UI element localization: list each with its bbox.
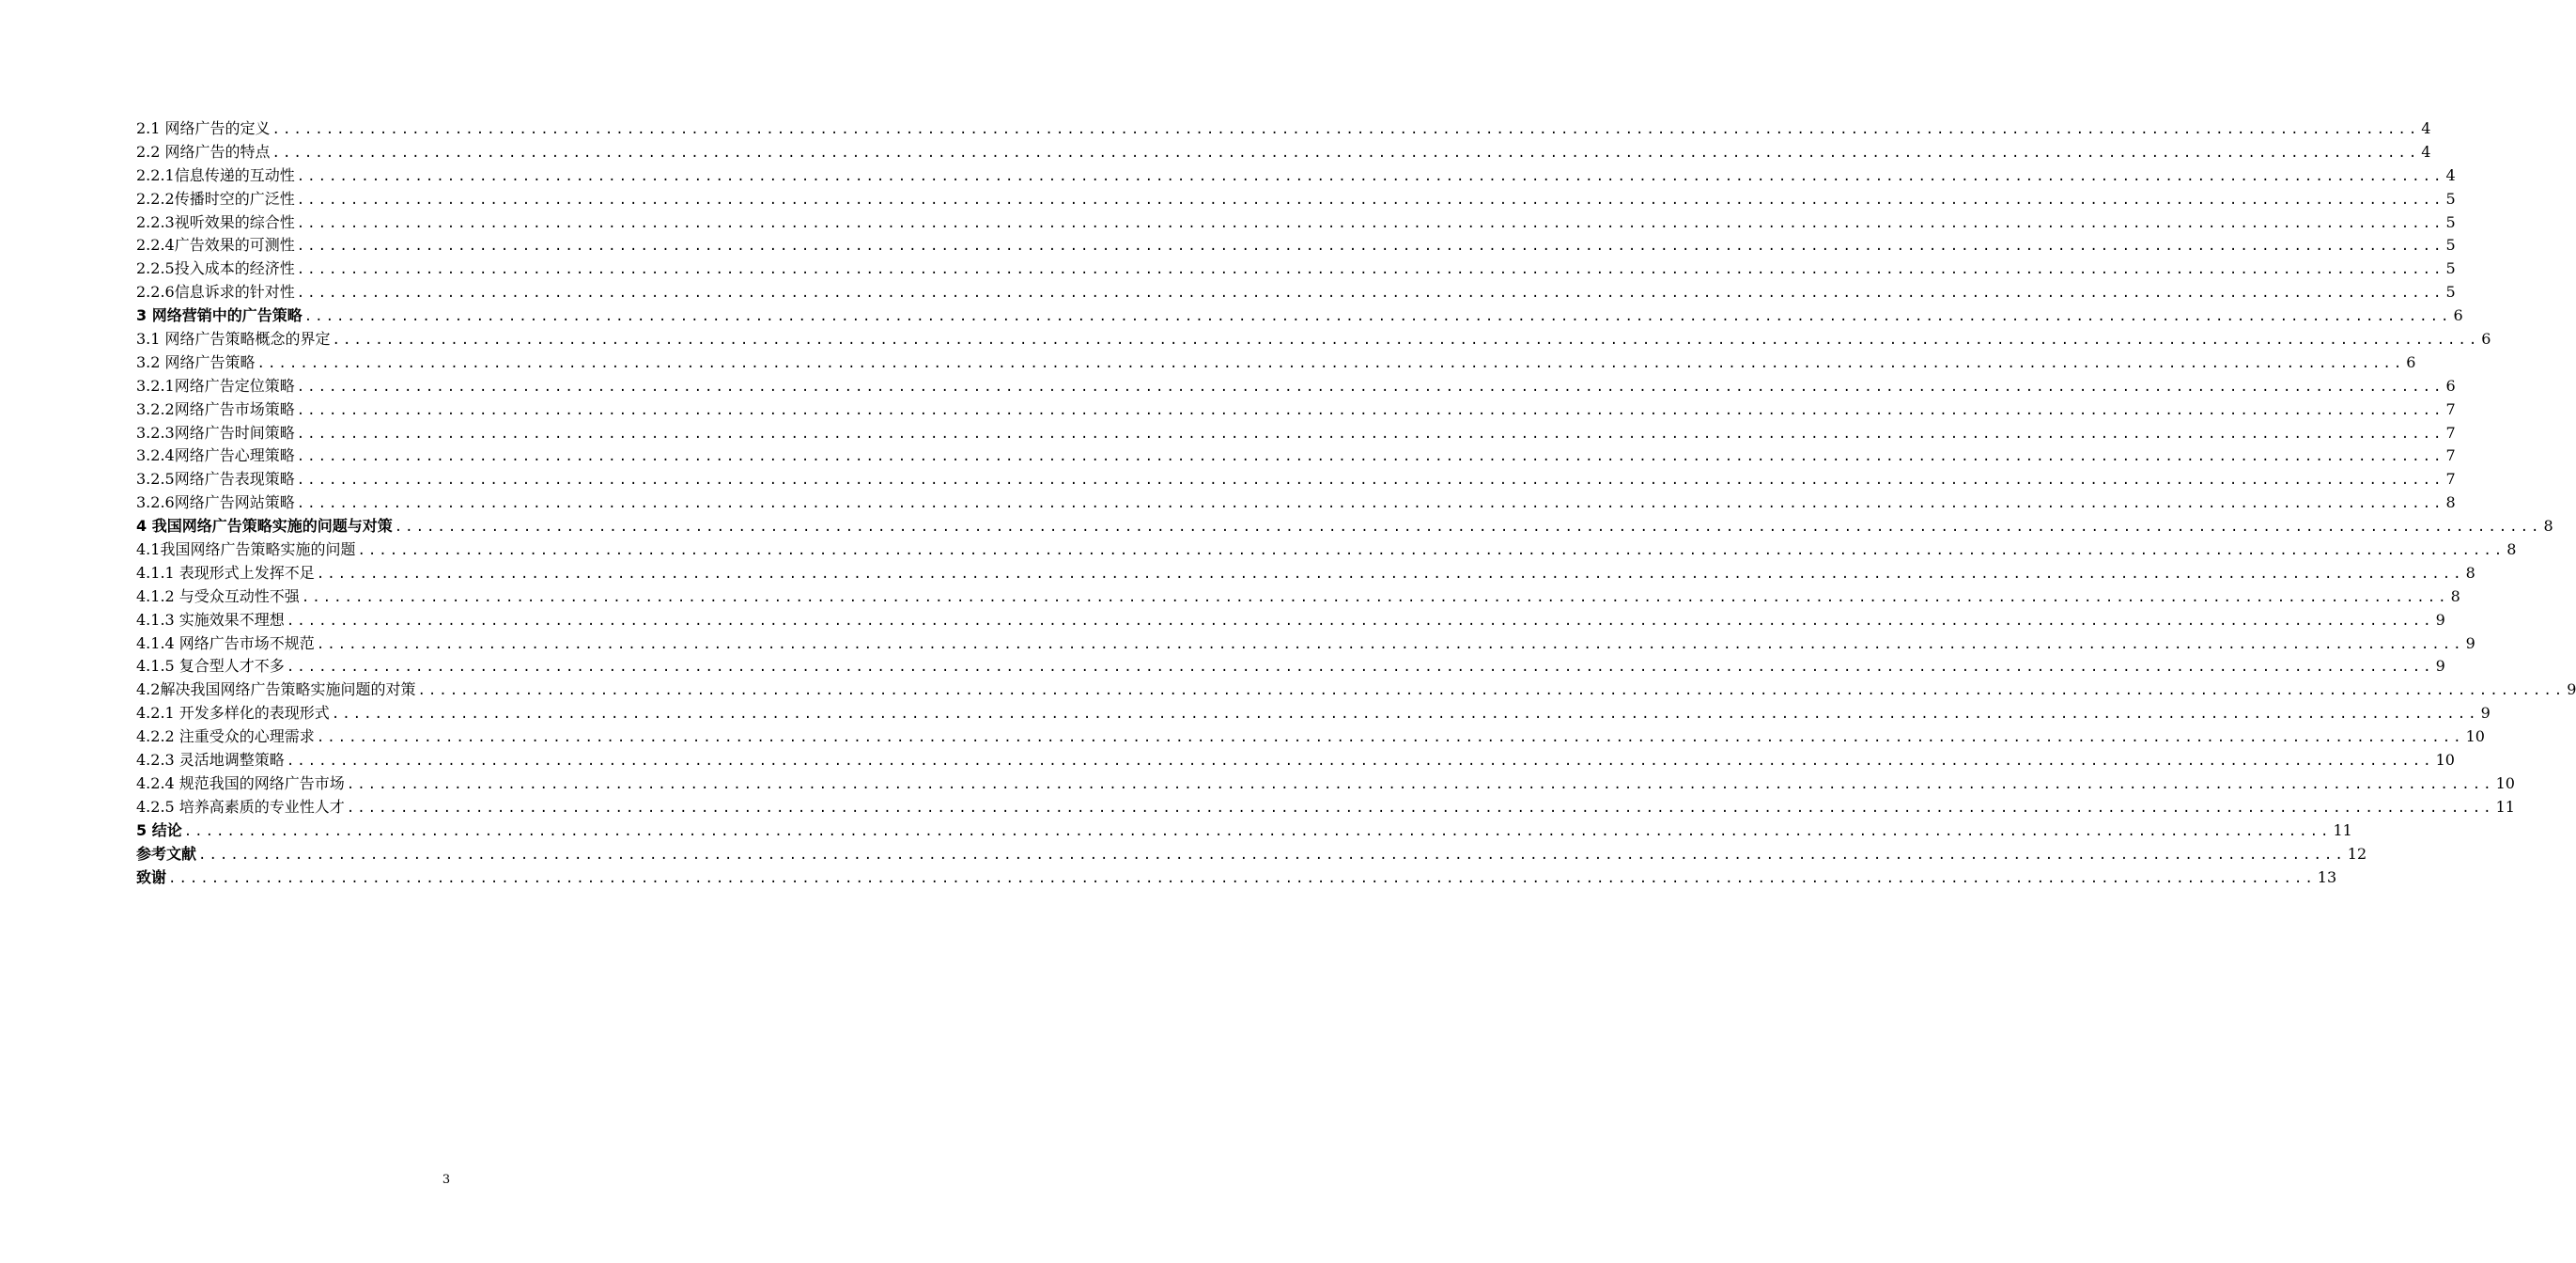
toc-entry-page: 6: [2406, 352, 2416, 371]
toc-entry-title: 3.2.3网络广告时间策略: [136, 423, 295, 442]
toc-entry[interactable]: [136, 304, 2463, 328]
toc-dot-leader: ........................................................................................................................................................................................................: [296, 496, 2444, 512]
toc-entry[interactable]: [136, 141, 2431, 164]
toc-entry-page: 5: [2445, 236, 2456, 255]
toc-entry-page: 9: [2480, 704, 2491, 723]
toc-entry-title: 2.2.6信息诉求的针对性: [136, 283, 295, 302]
toc-entry[interactable]: [136, 164, 2456, 188]
toc-dot-leader: ........................................................................................................................................................................................................: [303, 309, 2452, 325]
toc-entry-title: 4.2.2 注重受众的心理需求: [136, 727, 315, 746]
toc-entry-page: 9: [2465, 633, 2475, 652]
toc-entry-title: 2.2 网络广告的特点: [136, 142, 271, 161]
toc-entry-title: 2.2.4广告效果的可测性: [136, 236, 295, 255]
toc-dot-leader: ........................................................................................................................................................................................................: [183, 823, 2332, 839]
toc-entry[interactable]: [136, 655, 2445, 678]
toc-entry-page: 10: [2465, 727, 2485, 746]
toc-entry[interactable]: [136, 211, 2456, 235]
toc-entry[interactable]: [136, 819, 2352, 843]
toc-dot-leader: ........................................................................................................................................................................................................: [256, 355, 2405, 371]
toc-entry-title: 3.2.2网络广告市场策略: [136, 399, 295, 418]
toc-entry-page: 6: [2481, 330, 2491, 349]
toc-entry-page: 9: [2435, 657, 2445, 676]
toc-entry-page: 5: [2445, 212, 2456, 231]
toc-dot-leader: ........................................................................................................................................................................................................: [316, 566, 2464, 582]
toc-entry[interactable]: [136, 609, 2445, 632]
toc-entry[interactable]: [136, 281, 2456, 304]
toc-entry-page: 8: [2543, 517, 2553, 536]
toc-entry-page: 7: [2445, 446, 2456, 465]
toc-entry[interactable]: [136, 702, 2491, 725]
toc-entry[interactable]: [136, 468, 2456, 491]
toc-entry-page: 6: [2445, 376, 2456, 395]
toc-entry-page: 8: [2465, 563, 2475, 582]
toc-dot-leader: ........................................................................................................................................................................................................: [346, 800, 2494, 816]
toc-entry[interactable]: [136, 585, 2460, 609]
toc-entry-page: 13: [2317, 867, 2337, 886]
toc-entry-title: 3 网络营销中的广告策略: [136, 306, 303, 325]
toc-entry[interactable]: [136, 491, 2456, 515]
toc-entry[interactable]: [136, 398, 2456, 422]
toc-dot-leader: ........................................................................................................................................................................................................: [301, 589, 2449, 605]
toc-entry-page: 5: [2445, 259, 2456, 278]
toc-dot-leader: ........................................................................................................................................................................................................: [286, 660, 2434, 676]
toc-entry-title: 4.2解决我国网络广告策略实施问题的对策: [136, 680, 416, 699]
toc-entry-title: 4.1我国网络广告策略实施的问题: [136, 540, 356, 559]
toc-entry-title: 3.2.6网络广告网站策略: [136, 493, 295, 512]
toc-entry-page: 4: [2421, 119, 2431, 137]
toc-entry-page: 4: [2421, 142, 2431, 161]
toc-entry[interactable]: [136, 422, 2456, 445]
toc-entry-title: 4.2.3 灵活地调整策略: [136, 751, 285, 770]
toc-entry-page: 7: [2445, 470, 2456, 489]
toc-entry-title: 4.2.1 开发多样化的表现形式: [136, 704, 330, 723]
toc-entry-page: 9: [2435, 610, 2445, 629]
toc-dot-leader: ........................................................................................................................................................................................................: [417, 683, 2566, 699]
toc-dot-leader: ........................................................................................................................................................................................................: [272, 122, 2420, 137]
toc-entry-page: 9: [2567, 680, 2576, 699]
toc-entry-page: 6: [2453, 306, 2463, 325]
toc-dot-leader: ........................................................................................................................................................................................................: [296, 262, 2444, 278]
toc-entry-title: 4.2.4 规范我国的网络广告市场: [136, 773, 345, 792]
toc-dot-leader: ........................................................................................................................................................................................................: [331, 707, 2479, 723]
toc-entry-title: 4.1.4 网络广告市场不规范: [136, 633, 315, 652]
toc-entry-title: 2.2.1信息传递的互动性: [136, 165, 295, 184]
toc-entry[interactable]: [136, 632, 2475, 656]
toc-entry-title: 4.1.1 表现形式上发挥不足: [136, 563, 315, 582]
toc-entry-page: 7: [2445, 423, 2456, 442]
toc-entry[interactable]: [136, 257, 2456, 281]
toc-entry-page: 7: [2445, 399, 2456, 418]
toc-entry[interactable]: [136, 866, 2337, 890]
toc-entry-page: 4: [2445, 165, 2456, 184]
toc-entry[interactable]: [136, 351, 2416, 375]
toc-entry-title: 4.2.5 培养高素质的专业性人才: [136, 797, 345, 816]
toc-entry[interactable]: [136, 772, 2515, 796]
toc-entry-page: 8: [2506, 540, 2517, 559]
toc-dot-leader: ........................................................................................................................................................................................................: [357, 543, 2506, 559]
toc-dot-leader: ........................................................................................................................................................................................................: [296, 215, 2444, 231]
toc-entry-title: 4.1.3 实施效果不理想: [136, 610, 285, 629]
toc-dot-leader: ........................................................................................................................................................................................................: [296, 449, 2444, 465]
toc-entry[interactable]: [136, 117, 2431, 141]
toc-dot-leader: ........................................................................................................................................................................................................: [316, 730, 2464, 746]
toc-dot-leader: ........................................................................................................................................................................................................: [168, 870, 2316, 886]
toc-dot-leader: ........................................................................................................................................................................................................: [286, 613, 2434, 629]
toc-entry-page: 12: [2347, 844, 2367, 863]
toc-entry-title: 4 我国网络广告策略实施的问题与对策: [136, 517, 393, 536]
toc-dot-leader: ........................................................................................................................................................................................................: [316, 636, 2464, 652]
toc-entry[interactable]: [136, 562, 2475, 585]
toc-dot-leader: ........................................................................................................................................................................................................: [272, 145, 2420, 161]
toc-entry-title: 2.1 网络广告的定义: [136, 119, 271, 137]
toc-entry-page: 11: [2495, 797, 2515, 816]
toc-dot-leader: ........................................................................................................................................................................................................: [296, 286, 2444, 302]
toc-entry-page: 5: [2445, 189, 2456, 208]
toc-dot-leader: ........................................................................................................................................................................................................: [296, 379, 2444, 395]
toc-dot-leader: ........................................................................................................................................................................................................: [394, 520, 2542, 536]
toc-entry-page: 5: [2445, 283, 2456, 302]
toc-entry-page: 11: [2333, 820, 2352, 839]
toc-entry-title: 4.1.5 复合型人才不多: [136, 657, 285, 676]
toc-entry[interactable]: [136, 444, 2456, 468]
toc-entry-title: 3.2.1网络广告定位策略: [136, 376, 295, 395]
toc-entry-title: 3.2 网络广告策略: [136, 352, 256, 371]
toc-entry-title: 2.2.3视听效果的综合性: [136, 212, 295, 231]
toc-entry-title: 参考文献: [136, 844, 197, 863]
toc-dot-leader: ........................................................................................................................................................................................................: [198, 847, 2346, 863]
toc-entry-title: 4.1.2 与受众互动性不强: [136, 586, 300, 605]
toc-entry-page: 8: [2450, 586, 2460, 605]
toc-entry-title: 2.2.5投入成本的经济性: [136, 259, 295, 278]
toc-dot-leader: ........................................................................................................................................................................................................: [332, 333, 2480, 349]
toc-entry[interactable]: [136, 796, 2515, 819]
toc-dot-leader: ........................................................................................................................................................................................................: [296, 473, 2444, 489]
toc-entry[interactable]: [136, 234, 2456, 257]
toc-entry[interactable]: [136, 375, 2456, 398]
toc-dot-leader: ........................................................................................................................................................................................................: [296, 239, 2444, 255]
toc-entry[interactable]: [136, 843, 2367, 866]
toc-dot-leader: ........................................................................................................................................................................................................: [296, 192, 2444, 208]
toc-entry[interactable]: [136, 515, 2553, 538]
toc-dot-leader: ........................................................................................................................................................................................................: [296, 168, 2444, 184]
toc-entry-page: 10: [2495, 773, 2515, 792]
toc-entry-title: 3.2.4网络广告心理策略: [136, 446, 295, 465]
toc-dot-leader: ........................................................................................................................................................................................................: [296, 426, 2444, 442]
toc-entry[interactable]: [136, 538, 2517, 562]
toc-dot-leader: ........................................................................................................................................................................................................: [346, 776, 2494, 792]
toc-dot-leader: ........................................................................................................................................................................................................: [296, 402, 2444, 418]
page-number: 3: [442, 1173, 451, 1187]
toc-entry[interactable]: [136, 749, 2455, 772]
toc-entry[interactable]: [136, 678, 2576, 702]
toc-entry-title: 致谢: [136, 867, 167, 886]
table-of-contents: [136, 117, 2576, 889]
toc-entry-title: 3.1 网络广告策略概念的界定: [136, 330, 331, 349]
toc-dot-leader: ........................................................................................................................................................................................................: [286, 754, 2434, 770]
toc-entry[interactable]: [136, 725, 2485, 749]
toc-entry-title: 2.2.2传播时空的广泛性: [136, 189, 295, 208]
toc-entry[interactable]: [136, 328, 2491, 351]
toc-entry-title: 5 结论: [136, 820, 182, 839]
toc-entry[interactable]: [136, 188, 2456, 211]
toc-entry-title: 3.2.5网络广告表现策略: [136, 470, 295, 489]
toc-entry-page: 8: [2445, 493, 2456, 512]
toc-entry-page: 10: [2435, 751, 2455, 770]
